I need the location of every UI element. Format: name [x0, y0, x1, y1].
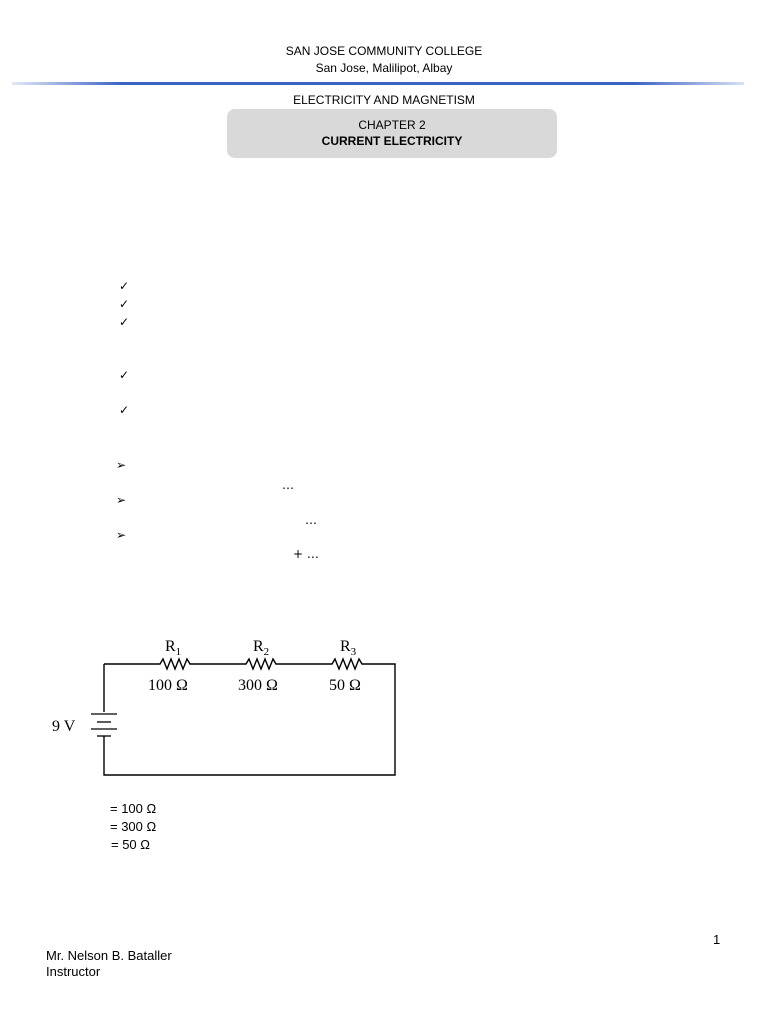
- chapter-box: [227, 109, 557, 158]
- series-circuit-diagram: [40, 628, 410, 788]
- continuation-text: …: [282, 478, 294, 492]
- instructor-role: Instructor: [46, 964, 101, 979]
- continuation-text: …: [305, 513, 317, 527]
- course-title: ELECTRICITY AND MAGNETISM: [293, 93, 475, 107]
- arrow-bullet-icon: ➢: [116, 528, 127, 542]
- check-icon: ✓: [119, 368, 130, 382]
- resistor-value: 50 Ω: [329, 677, 361, 694]
- check-icon: ✓: [119, 297, 130, 311]
- check-icon: ✓: [119, 315, 130, 329]
- resistor-value-line: = 100 Ω: [110, 801, 157, 816]
- header-divider: [12, 82, 744, 85]
- resistor-label: $R_2$: [253, 638, 270, 658]
- institution-address: San Jose, Malilipot, Albay: [315, 61, 453, 75]
- resistor-value-line: = 50 Ω: [111, 837, 150, 852]
- resistor-label: $R_1$: [165, 638, 182, 658]
- page-number: 1: [713, 932, 721, 947]
- resistor-label: $R_3$: [340, 638, 357, 658]
- chapter-number: CHAPTER 2: [358, 118, 426, 132]
- instructor-name: Mr. Nelson B. Bataller: [46, 948, 172, 963]
- arrow-bullet-icon: ➢: [116, 458, 127, 472]
- resistor-value: 300 Ω: [238, 677, 278, 694]
- arrow-bullet-icon: ➢: [116, 493, 127, 507]
- continuation-text: + …: [293, 547, 319, 561]
- source-voltage-label: 9 V: [52, 718, 76, 735]
- chapter-title: CURRENT ELECTRICITY: [321, 134, 463, 148]
- check-icon: ✓: [119, 403, 130, 417]
- resistor-value-line: = 300 Ω: [110, 819, 157, 834]
- institution-name: SAN JOSE COMMUNITY COLLEGE: [285, 44, 483, 58]
- battery-icon: [91, 714, 117, 736]
- check-icon: ✓: [119, 279, 130, 293]
- resistor-value: 100 Ω: [148, 677, 188, 694]
